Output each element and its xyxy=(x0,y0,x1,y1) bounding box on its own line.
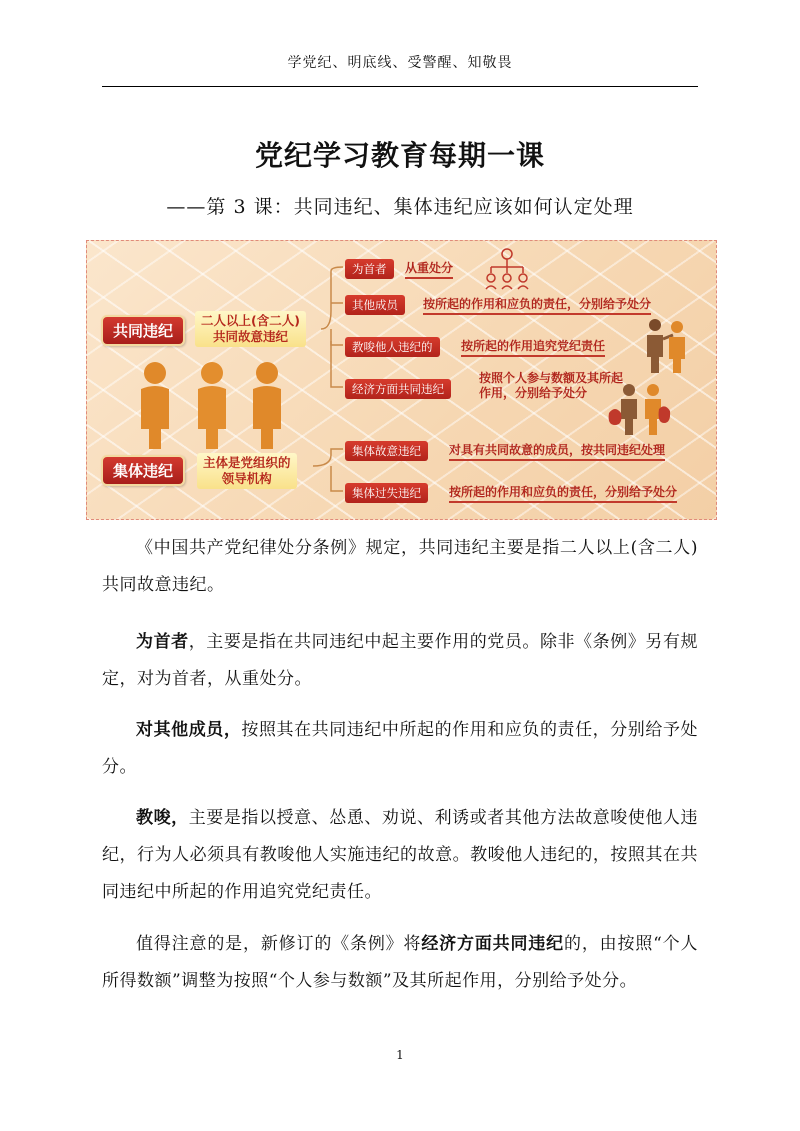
joint-definition-line1: 二人以上(含二人) xyxy=(201,313,300,328)
branch-leader-desc: 从重处分 xyxy=(405,261,453,279)
page-title: 党纪学习教育每期一课 xyxy=(254,139,545,172)
collective-definition-line2: 领导机构 xyxy=(221,471,272,486)
branch-economic-label: 经济方面共同违纪 xyxy=(345,379,451,399)
persons-pointing-icon xyxy=(643,317,687,373)
paragraph-definition: 《中国共产党纪律处分条例》规定，共同违纪主要是指二人以上(含二人)共同故意违纪。 xyxy=(102,538,698,595)
branch-economic-desc xyxy=(479,371,623,401)
paragraph-leader xyxy=(102,624,698,698)
branch-intentional-desc: 对具有共同故意的成员，按共同违纪处理 xyxy=(449,443,665,461)
branch-leader-label: 为首者 xyxy=(345,259,394,279)
paragraph-others xyxy=(102,712,698,786)
paragraph-instigation xyxy=(102,800,698,911)
running-header: 学党纪、明底线、受警醒、知敬畏 xyxy=(287,55,513,71)
paragraph-instigation-text: 主要是指以授意、怂恿、劝说、利诱或者其他方法故意唆使他人违纪，行为人必须具有教唆他人实施违纪的故意。教唆他人违纪的，按照其在共同违纪中所起的作用追究党纪责任。 xyxy=(102,808,699,902)
branch-economic-desc-line2: 作用，分别给予处分 xyxy=(479,386,588,400)
collective-definition xyxy=(197,453,297,489)
branch-negligent-label: 集体过失违纪 xyxy=(345,483,428,503)
money-bags-icon xyxy=(607,383,671,435)
org-chart-icon xyxy=(483,247,531,291)
paragraph-economic xyxy=(102,926,698,1000)
branch-negligent-desc: 按所起的作用和应负的责任，分别给予处分 xyxy=(449,485,677,503)
branch-economic-desc-line1: 按照个人参与数额及其所起 xyxy=(479,371,624,385)
page-subtitle: ——第 3 课：共同违纪、集体违纪应该如何认定处理 xyxy=(166,196,634,218)
joint-definition xyxy=(195,311,306,347)
header-rule xyxy=(102,86,698,87)
branch-others-label: 其他成员 xyxy=(345,295,405,315)
page-number: 1 xyxy=(396,1048,404,1062)
collective-violation-label: 集体违纪 xyxy=(101,455,185,486)
term-others: 对其他成员， xyxy=(136,720,242,740)
collective-definition-line1: 主体是党组织的 xyxy=(203,455,291,470)
term-economic: 经济方面共同违纪 xyxy=(421,934,564,954)
joint-violation-label: 共同违纪 xyxy=(101,315,185,346)
person-figure xyxy=(135,359,175,449)
joint-definition-line2: 共同故意违纪 xyxy=(212,329,288,344)
branch-intentional-label: 集体故意违纪 xyxy=(345,441,428,461)
paragraph-economic-pre: 值得注意的是，新修订的《条例》将 xyxy=(136,934,422,954)
branch-others-desc: 按所起的作用和应负的责任，分别给予处分 xyxy=(423,297,651,315)
branch-instigator-label: 教唆他人违纪的 xyxy=(345,337,440,357)
discipline-infographic xyxy=(86,240,717,520)
person-figure xyxy=(192,359,232,449)
person-figure xyxy=(247,359,287,449)
paragraph-others-text: 按照其在共同违纪中所起的作用和应负的责任，分别给予处分。 xyxy=(102,720,699,777)
term-instigation: 教唆， xyxy=(136,808,189,828)
branch-instigator-desc: 按所起的作用追究党纪责任 xyxy=(461,339,605,357)
paragraph-economic-text: 的，由按照“个人所得数额”调整为按照“个人参与数额”及其所起作用，分别给予处分。 xyxy=(102,934,699,991)
paragraph-leader-text: ，主要是指在共同违纪中起主要作用的党员。除非《条例》另有规定，对为首者，从重处分。 xyxy=(102,632,699,689)
term-leader: 为首者 xyxy=(136,632,189,652)
